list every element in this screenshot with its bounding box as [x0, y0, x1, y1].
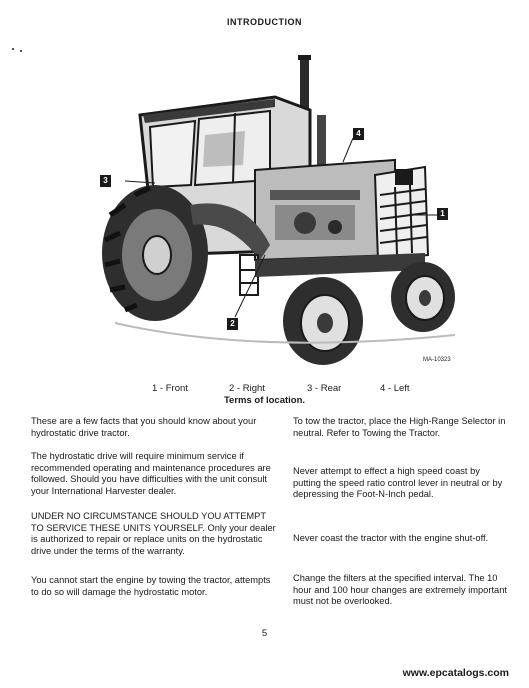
legend-front: 1 - Front — [152, 383, 188, 394]
figure-id: MA-10323 — [423, 357, 451, 363]
left-paragraph-2: The hydrostatic drive will require minimum service if recommended operating and maintenance procedures are followed. Should you have difficulties with the unit consult your International Harvester dealer. — [31, 451, 271, 496]
tractor-illustration — [95, 55, 465, 375]
left-paragraph-1: These are a few facts that you should know about your hydrostatic drive tractor. — [31, 416, 257, 438]
left-paragraph-4: You cannot start the engine by towing the tractor, attempts to do so will damage the hydrostatic motor. — [31, 575, 271, 597]
figure-caption: Terms of location. — [223, 395, 306, 406]
right-paragraph-2: Never attempt to effect a high speed coast by putting the speed ratio control lever in neutral or by depressing the Foot-N-Inch pedal. — [293, 466, 503, 499]
page-number: 5 — [261, 628, 268, 639]
callout-rear: 3 — [100, 175, 111, 187]
page-heading: INTRODUCTION — [227, 17, 302, 27]
scan-speck — [12, 48, 14, 50]
scan-speck — [20, 50, 22, 52]
callout-left: 4 — [353, 128, 364, 140]
legend-left: 4 - Left — [380, 383, 410, 394]
left-paragraph-3: UNDER NO CIRCUMSTANCE SHOULD YOU ATTEMPT TO SERVICE THESE UNITS YOURSELF. Only your dealer is authorized to repair or replace units on the hydrostatic drive under the terms of the warranty. — [31, 511, 276, 556]
watermark-url[interactable]: www.epcatalogs.com — [402, 667, 509, 679]
right-paragraph-4: Change the filters at the specified interval. The 10 hour and 100 hour changes are extremely important must not be overlooked. — [293, 573, 507, 606]
legend-right: 2 - Right — [229, 383, 265, 394]
right-paragraph-3: Never coast the tractor with the engine shut-off. — [293, 533, 489, 543]
legend-rear: 3 - Rear — [307, 383, 342, 394]
callout-right: 2 — [227, 318, 238, 330]
right-paragraph-1: To tow the tractor, place the High-Range Selector in neutral. Refer to Towing the Tractor. — [293, 416, 506, 438]
callout-front: 1 — [437, 208, 448, 220]
